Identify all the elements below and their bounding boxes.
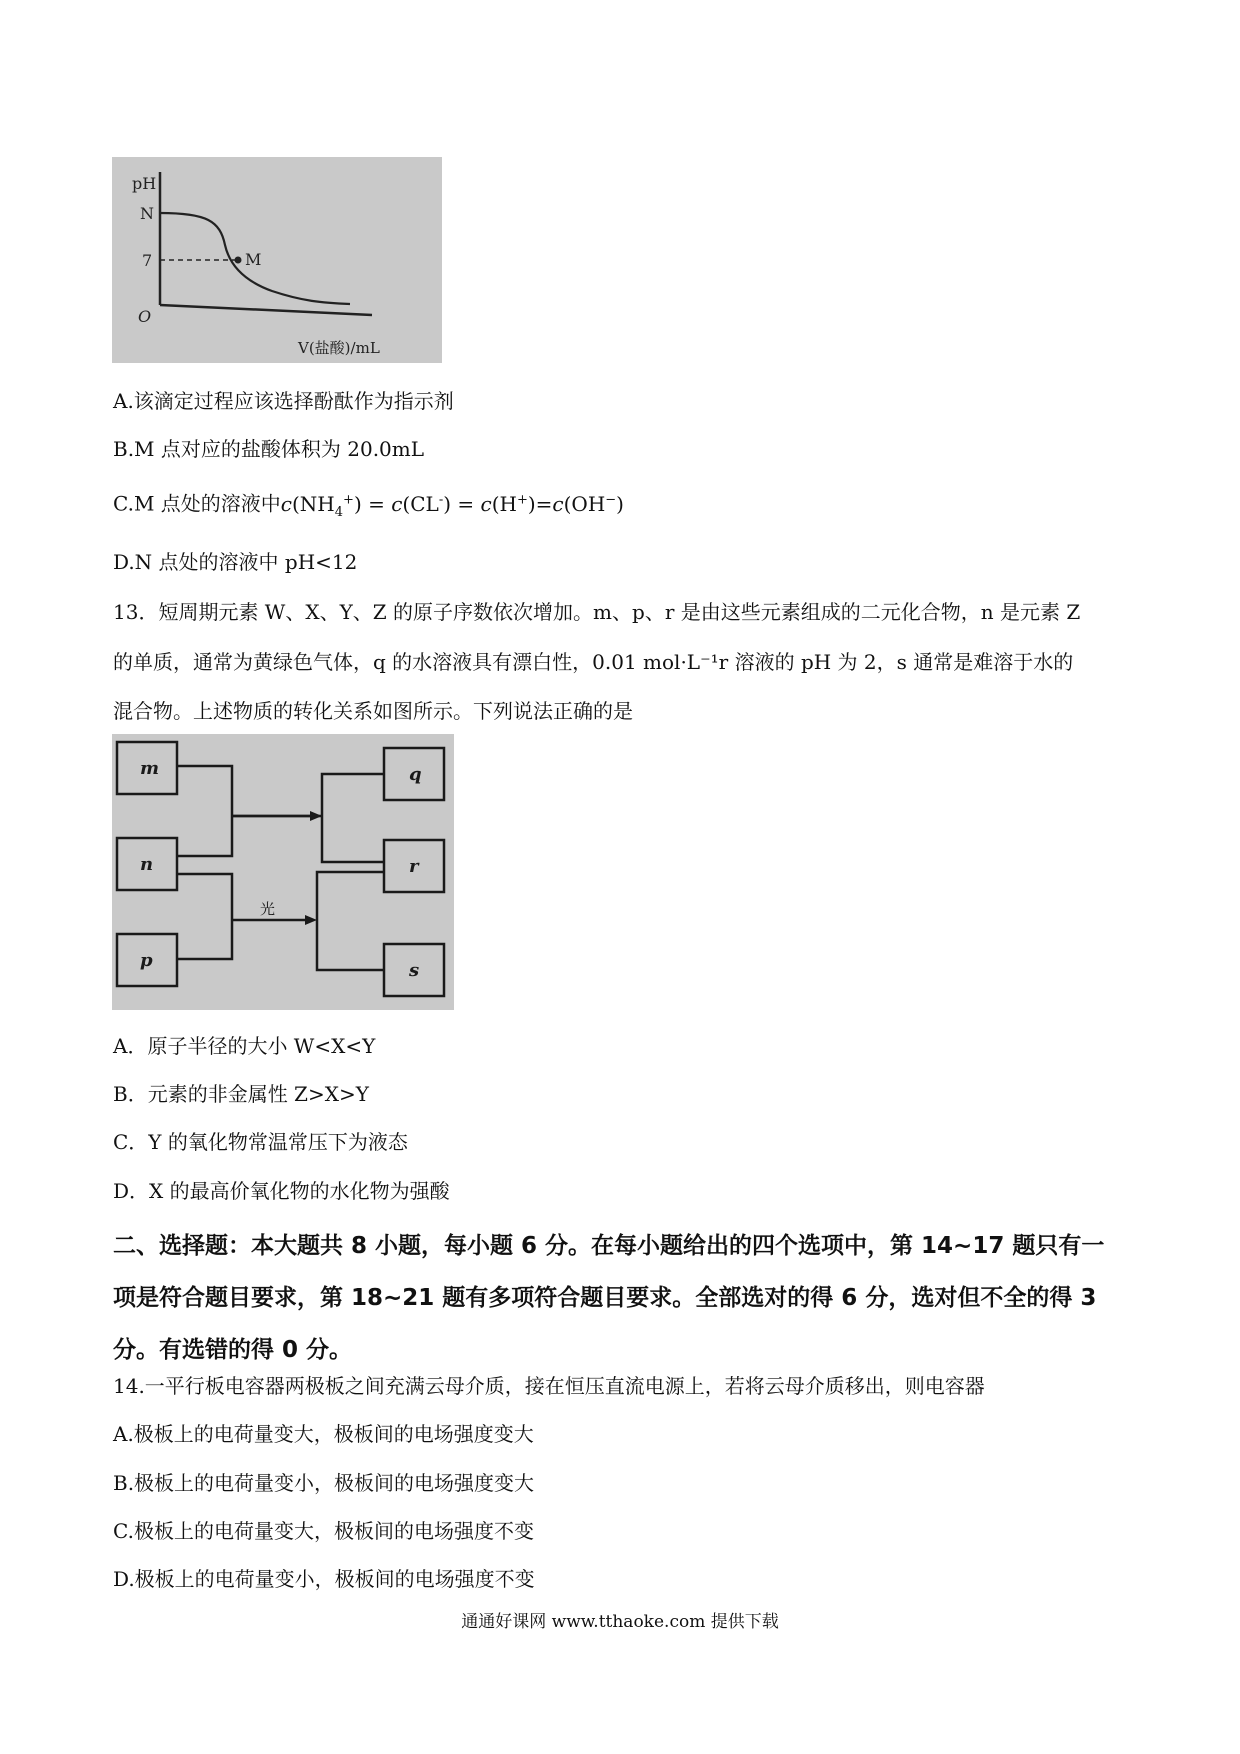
conversion-diagram bbox=[112, 734, 454, 1010]
arrow-head-1 bbox=[310, 811, 322, 821]
x-axis-label: V(盐酸)/mL bbox=[298, 339, 380, 357]
q13-option-b: B．元素的非金属性 Z>X>Y bbox=[113, 1082, 369, 1106]
box-n-label: n bbox=[140, 854, 154, 875]
q13-stem-line1: 13．短周期元素 W、X、Y、Z 的原子序数依次增加。m、p、r 是由这些元素组成的二元化合物，n 是元素 Z bbox=[113, 600, 1081, 624]
q13-stem-line2: 的单质，通常为黄绿色气体，q 的水溶液具有漂白性，0.01 mol·L⁻¹r 溶液的 pH 为 2，s 通常是难溶于水的 bbox=[113, 650, 1074, 674]
q14-option-a: A.极板上的电荷量变大，极板间的电场强度变大 bbox=[113, 1422, 534, 1446]
n-label: N bbox=[140, 204, 154, 223]
q13-option-c: C．Y 的氧化物常温常压下为液态 bbox=[113, 1130, 408, 1154]
y-axis-label: pH bbox=[132, 174, 157, 193]
page-footer: 通通好课网 www.tthaoke.com 提供下载 bbox=[461, 1612, 779, 1632]
section2-line1: 二、选择题：本大题共 8 小题，每小题 6 分。在每小题给出的四个选项中，第 14~17 题只有一 bbox=[113, 1233, 1105, 1259]
section2-line3: 分。有选错的得 0 分。 bbox=[113, 1337, 353, 1363]
q14-option-d: D.极板上的电荷量变小，极板间的电场强度不变 bbox=[113, 1567, 535, 1591]
section2-heading bbox=[113, 1220, 1131, 1376]
ph7-label: 7 bbox=[142, 251, 153, 270]
q12-option-c-formula: $c(NH_4^+) = c(CL^-) = c(H^+)=c(OH^-)$ bbox=[280, 491, 624, 520]
bracket-q-r bbox=[322, 774, 384, 862]
bracket-n-p bbox=[177, 874, 232, 959]
box-q-label: q bbox=[409, 764, 422, 785]
bracket-r-s bbox=[317, 872, 384, 970]
q12-option-d: D.N 点处的溶液中 pH<12 bbox=[113, 550, 358, 574]
conversion-diagram-figure bbox=[112, 734, 454, 1010]
bracket-m-n bbox=[177, 766, 232, 856]
q12-option-a: A.该滴定过程应该选择酚酞作为指示剂 bbox=[113, 389, 454, 413]
q13-stem-line3: 混合物。上述物质的转化关系如图所示。下列说法正确的是 bbox=[113, 699, 633, 723]
q14-stem: 14.一平行板电容器两极板之间充满云母介质，接在恒压直流电源上，若将云母介质移出，则电容器 bbox=[113, 1374, 985, 1398]
box-s-label: s bbox=[409, 960, 420, 981]
q14-option-b: B.极板上的电荷量变小，极板间的电场强度变大 bbox=[113, 1471, 535, 1495]
titration-graph bbox=[112, 157, 442, 363]
q12-option-b: B.M 点对应的盐酸体积为 20.0mL bbox=[113, 437, 425, 461]
arrow-label-light: 光 bbox=[260, 900, 276, 918]
box-p-label: p bbox=[140, 950, 153, 971]
point-m bbox=[235, 257, 242, 264]
q13-option-d: D．X 的最高价氧化物的水化物为强酸 bbox=[113, 1179, 450, 1203]
box-m-label: m bbox=[140, 758, 160, 779]
q13-option-a: A．原子半径的大小 W<X<Y bbox=[113, 1034, 376, 1058]
x-axis bbox=[160, 305, 372, 315]
q14-option-c: C.极板上的电荷量变大，极板间的电场强度不变 bbox=[113, 1519, 534, 1543]
section2-line2: 项是符合题目要求，第 18~21 题有多项符合题目要求。全部选对的得 6 分，选对但不全的得 3 bbox=[113, 1285, 1097, 1311]
q12-option-c bbox=[113, 486, 624, 527]
box-r-label: r bbox=[409, 856, 419, 877]
q12-option-c-text: C.M 点处的溶液中 bbox=[113, 491, 281, 516]
m-label: M bbox=[245, 250, 262, 269]
origin-label: O bbox=[138, 307, 152, 326]
arrow-head-2 bbox=[305, 915, 317, 925]
titration-graph-figure bbox=[112, 157, 442, 363]
